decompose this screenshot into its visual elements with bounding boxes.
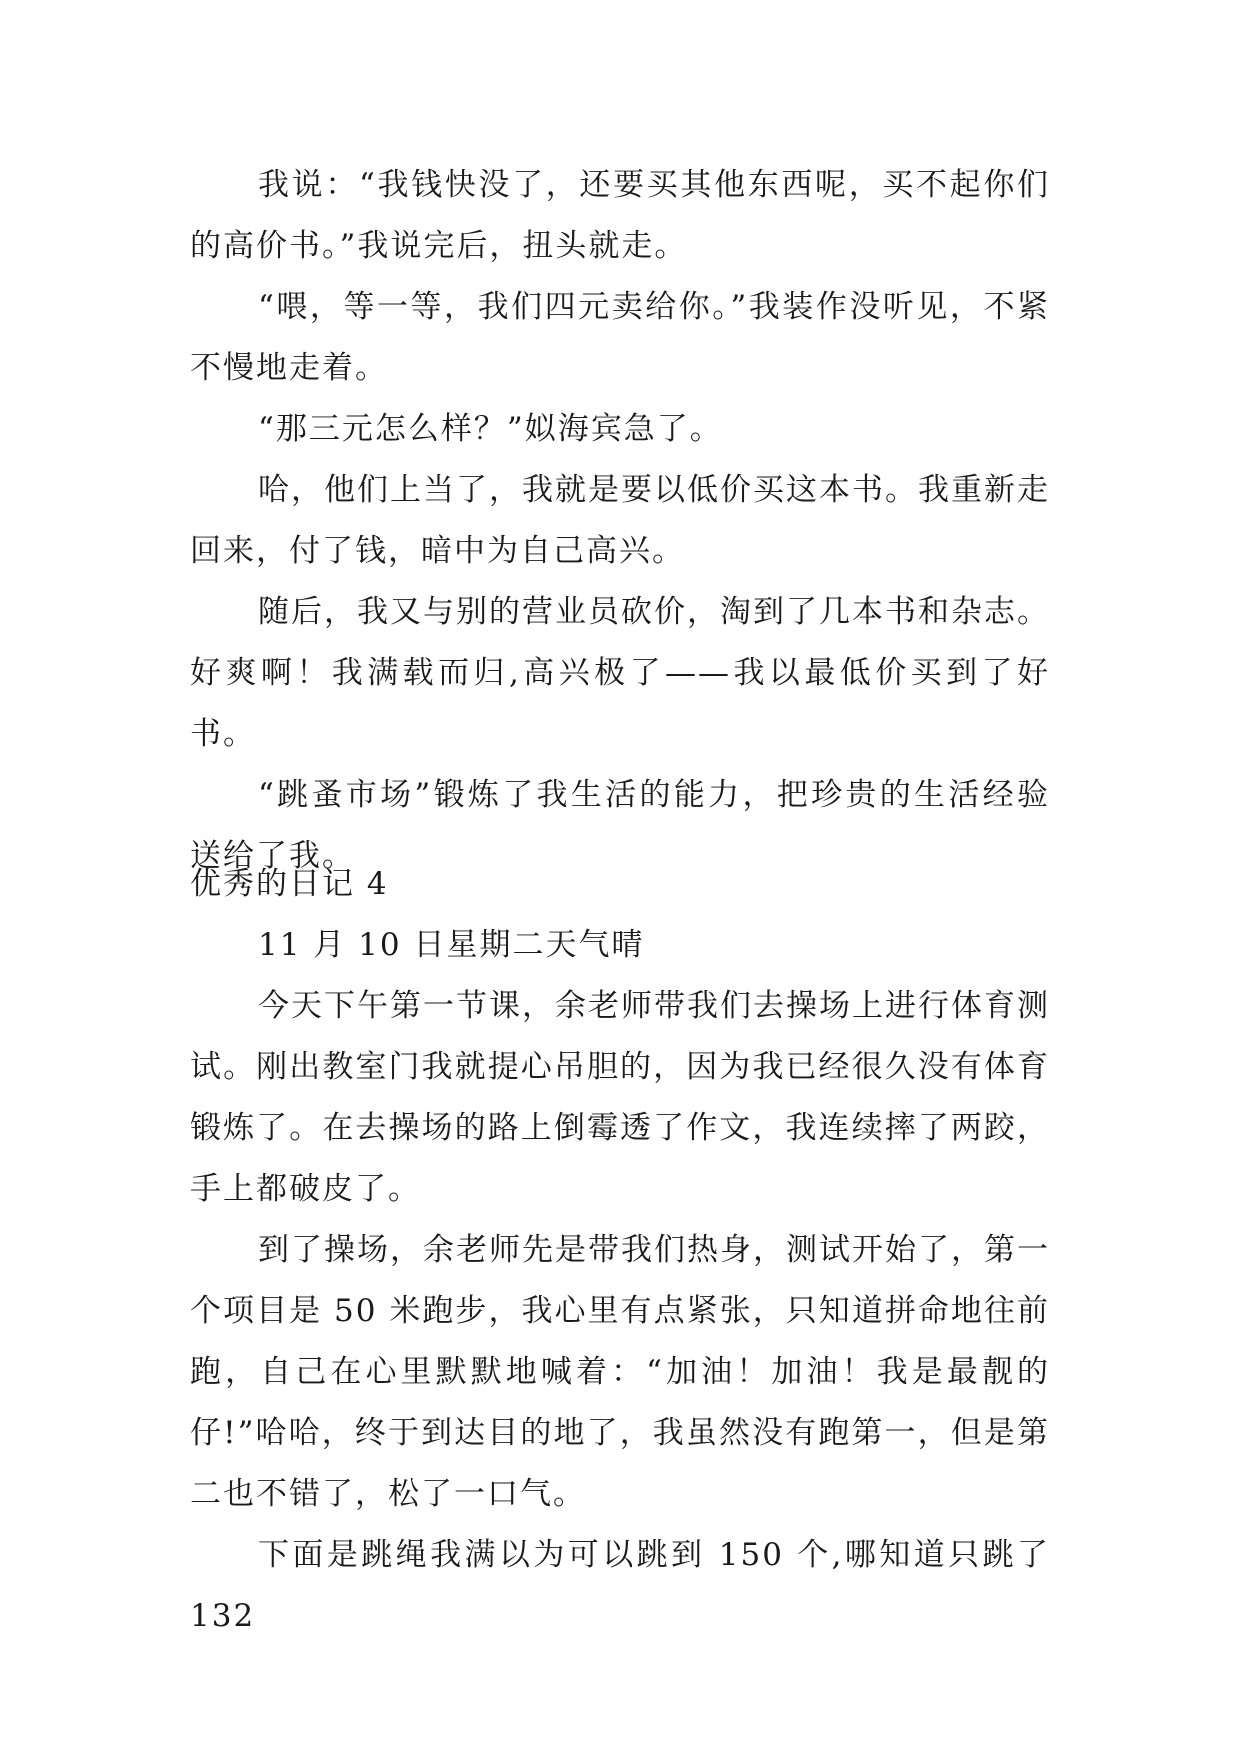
diary-section — [190, 915, 1050, 1647]
paragraph: 随后，我又与别的营业员砍价，淘到了几本书和杂志。好爽啊！我满载而归,高兴极了——我以最低价买到了好书。 — [190, 594, 1050, 752]
paragraph: 今天下午第一节课，余老师带我们去操场上进行体育测试。刚出教室门我就提心吊胆的，因为我已经很久没有体育锻炼了。在去操场的路上倒霉透了作文，我连续摔了两跤，手上都破皮了。 — [190, 988, 1050, 1207]
paragraph: 下面是跳绳我满以为可以跳到 150 个,哪知道只跳了 132 — [190, 1537, 1050, 1634]
paragraph: “跳蚤市场”锻炼了我生活的能力，把珍贵的生活经验送给了我。 — [190, 777, 1050, 874]
diary-date-line: 11 月 10 日星期二天气晴 — [258, 927, 645, 963]
paragraph: 到了操场，余老师先是带我们热身，测试开始了，第一个项目是 50 米跑步，我心里有点紧张，只知道拼命地往前跑，自己在心里默默地喊着：“加油！加油！我是最靓的仔!”哈哈，终于到达目的地了，我虽然没有跑第一，但是第二也不错了，松了一口气。 — [190, 1232, 1050, 1512]
paragraph: 我说：“我钱快没了，还要买其他东西呢，买不起你们的高价书。”我说完后，扭头就走。 — [190, 167, 1050, 264]
section-heading: 优秀的日记 4 — [190, 866, 389, 902]
paragraph: “喂，等一等，我们四元卖给你。”我装作没听见，不紧不慢地走着。 — [190, 289, 1050, 386]
paragraph: 哈，他们上当了，我就是要以低价买这本书。我重新走回来，付了钱，暗中为自己高兴。 — [190, 472, 1050, 569]
paragraph: “那三元怎么样？”姒海宾急了。 — [258, 411, 723, 447]
story-section — [190, 155, 1050, 887]
